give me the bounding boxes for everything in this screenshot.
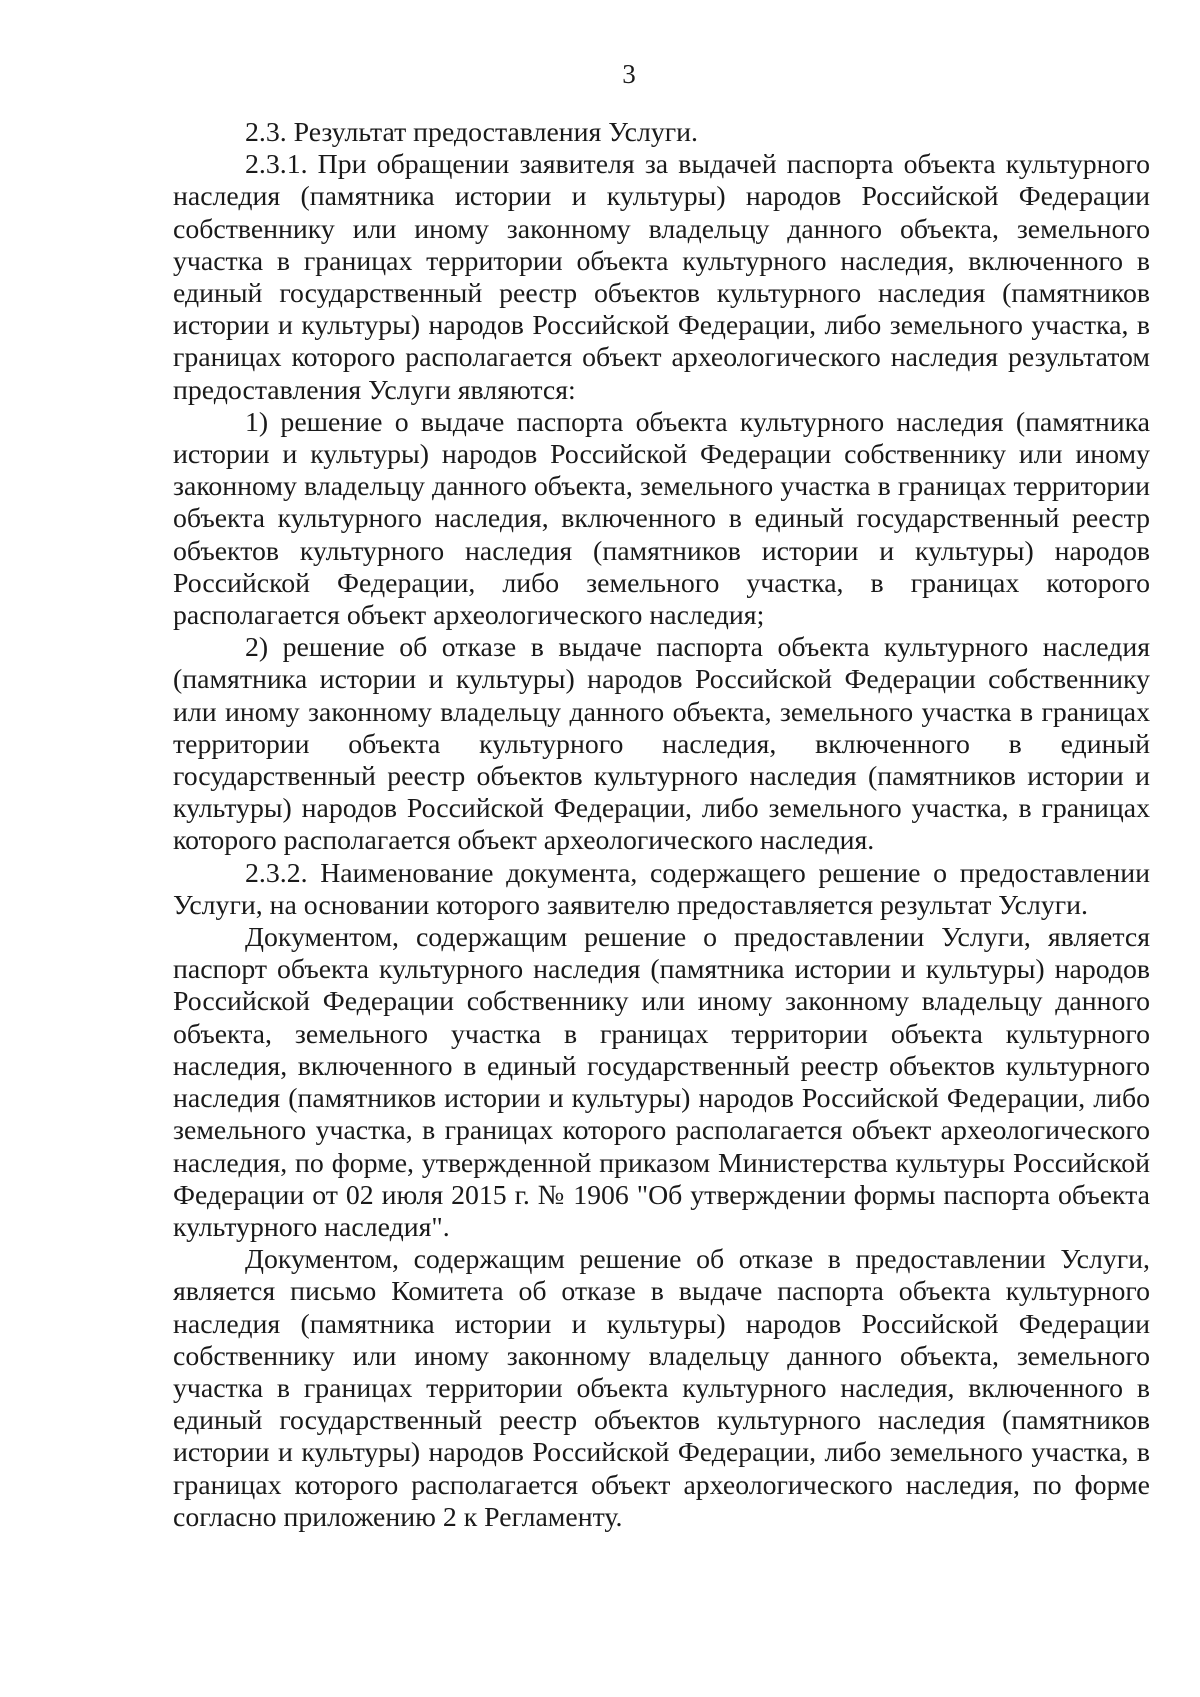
list-item-2: 2) решение об отказе в выдаче паспорта объекта культурного наследия (памятника истории и культуры) народов Российской Федерации собственнику или иному законному владельцу данного объекта, земельного участка в границах территории объекта культурного наследия, включенного в единый государственный реестр объектов культурного наследия (памятников истории и культуры) народов Российской Федерации, либо земельного участка, в границах которого располагается объект археологического наследия. bbox=[173, 632, 1150, 857]
paragraph-positive-decision-document: Документом, содержащим решение о предоставлении Услуги, является паспорт объекта культурного наследия (памятника истории и культуры) народов Российской Федерации собственнику или иному законному владельцу данного объекта, земельного участка в границах территории объекта культурного наследия, включенного в единый государственный реестр объектов культурного наследия (памятников истории и культуры) народов Российской Федерации, либо земельного участка, в границах которого располагается объект археологического наследия, по форме, утвержденной приказом Министерства культуры Российской Федерации от 02 июля 2015 г. № 1906 "Об утверждении формы паспорта объекта культурного наследия". bbox=[173, 922, 1150, 1243]
list-item-1: 1) решение о выдаче паспорта объекта культурного наследия (памятника истории и культуры) народов Российской Федерации собственнику или иному законному владельцу данного объекта, земельного участка в границах территории объекта культурного наследия, включенного в единый государственный реестр объектов культурного наследия (памятников истории и культуры) народов Российской Федерации, либо земельного участка, в границах которого располагается объект археологического наследия; bbox=[173, 406, 1150, 632]
paragraph-refusal-decision-document: Документом, содержащим решение об отказе в предоставлении Услуги, является письмо Комитета об отказе в выдаче паспорта объекта культурного наследия (памятника истории и культуры) народов Российской Федерации собственнику или иному законному владельцу данного объекта, земельного участка в границах территории объекта культурного наследия, включенного в единый государственный реестр объектов культурного наследия (памятников истории и культуры) народов Российской Федерации, либо земельного участка, в границах которого располагается объект археологического наследия, по форме согласно приложению 2 к Регламенту. bbox=[173, 1244, 1150, 1533]
section-heading-2-3: 2.3. Результат предоставления Услуги. bbox=[245, 117, 698, 148]
document-body bbox=[173, 117, 1150, 1534]
paragraph-2-3-1: 2.3.1. При обращении заявителя за выдачей паспорта объекта культурного наследия (памятника истории и культуры) народов Российской Федерации собственнику или иному законному владельцу данного объекта, земельного участка в границах территории объекта культурного наследия, включенного в единый государственный реестр объектов культурного наследия (памятников истории и культуры) народов Российской Федерации, либо земельного участка, в границах которого располагается объект археологического наследия результатом предоставления Услуги являются: bbox=[173, 149, 1150, 406]
paragraph-2-3-2: 2.3.2. Наименование документа, содержащего решение о предоставлении Услуги, на основании которого заявителю предоставляется результат Услуги. bbox=[173, 857, 1150, 921]
page-number: 3 bbox=[622, 59, 636, 89]
